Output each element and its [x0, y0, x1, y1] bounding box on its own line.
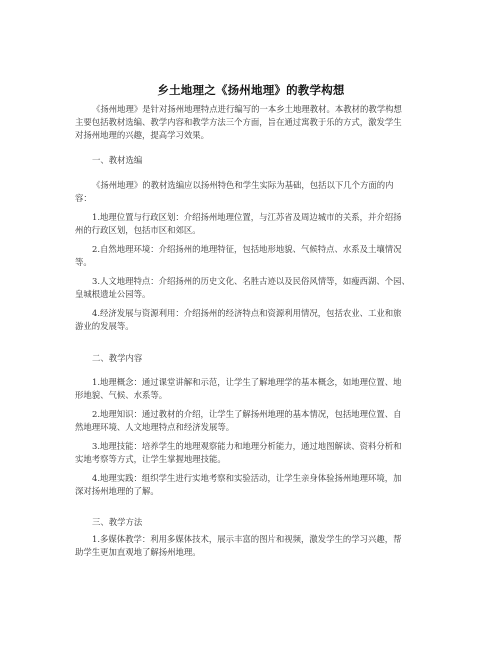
section-heading: 三、教学方法	[92, 517, 143, 527]
intro-paragraph	[75, 103, 435, 142]
paragraph-line: 皇城根遗址公园等。	[75, 289, 151, 299]
paragraph-line: 实地考察等方式，让学生掌握地理技能。	[75, 454, 226, 464]
section-paragraph	[75, 408, 435, 434]
paragraph-line: 然地理环境、人文地理特点和经济发展等。	[75, 422, 235, 432]
document-title: 乡土地理之《扬州地理》的教学构想	[157, 83, 345, 97]
section-paragraph	[75, 243, 435, 269]
paragraph-line: 2.自然地理环境：介绍扬州的地理特征，包括地形地貌、气候特点、水系及土壤情况	[92, 244, 402, 254]
section-paragraph	[75, 533, 435, 559]
paragraph-line: 1.地理位置与行政区划：介绍扬州地理位置，与江苏省及周边城市的关系，并介绍扬	[92, 212, 402, 222]
section-paragraph	[75, 307, 435, 333]
paragraph-line: 州的行政区划，包括市区和郊区。	[75, 225, 201, 235]
paragraph-line: 4.地理实践：组织学生进行实地考察和实验活动，让学生亲身体验扬州地理环境，加	[92, 473, 402, 483]
section-paragraph	[75, 275, 435, 301]
paragraph-line: 助学生更加直观地了解扬州地理。	[75, 547, 201, 557]
paragraph-line: 游业的发展等。	[75, 321, 134, 331]
paragraph-line: 《扬州地理》是针对扬州地理特点进行编写的一本乡土地理教材。本教材的教学构想	[92, 104, 402, 114]
paragraph-line: 容：	[75, 193, 92, 203]
section-paragraph	[75, 472, 435, 498]
section-heading: 二、教学内容	[92, 353, 143, 363]
section-heading: 一、教材选编	[92, 155, 143, 165]
paragraph-line: 等。	[75, 257, 92, 267]
paragraph-line: 形地貌、气候、水系等。	[75, 390, 168, 400]
paragraph-line: 1.多媒体教学：利用多媒体技术，展示丰富的图片和视频，激发学生的学习兴趣，帮	[92, 534, 402, 544]
paragraph-line: 深对扬州地理的了解。	[75, 486, 159, 496]
section-paragraph	[75, 211, 435, 237]
paragraph-line: 3.地理技能：培养学生的地理观察能力和地理分析能力，通过地图解读、资料分析和	[92, 441, 402, 451]
paragraph-line: 3.人文地理特点：介绍扬州的历史文化、名胜古迹以及民俗风情等，如瘦西湖、个园、	[92, 276, 410, 286]
paragraph-line: 对扬州地理的兴趣，提高学习效果。	[75, 130, 209, 140]
paragraph-line: 主要包括教材选编、教学内容和教学方法三个方面，旨在通过寓教于乐的方式，激发学生	[75, 117, 402, 127]
paragraph-line: 《扬州地理》的教材选编应以扬州特色和学生实际为基础，包括以下几个方面的内	[92, 180, 394, 190]
paragraph-line: 2.地理知识：通过教材的介绍，让学生了解扬州地理的基本情况，包括地理位置、自	[92, 409, 402, 419]
section-paragraph	[75, 440, 435, 466]
section-paragraph	[75, 376, 435, 402]
paragraph-line: 4.经济发展与资源利用：介绍扬州的经济特点和资源利用情况，包括农业、工业和旅	[92, 308, 402, 318]
section-paragraph	[75, 179, 435, 205]
paragraph-line: 1.地理概念：通过课堂讲解和示范，让学生了解地理学的基本概念，如地理位置、地	[92, 377, 402, 387]
